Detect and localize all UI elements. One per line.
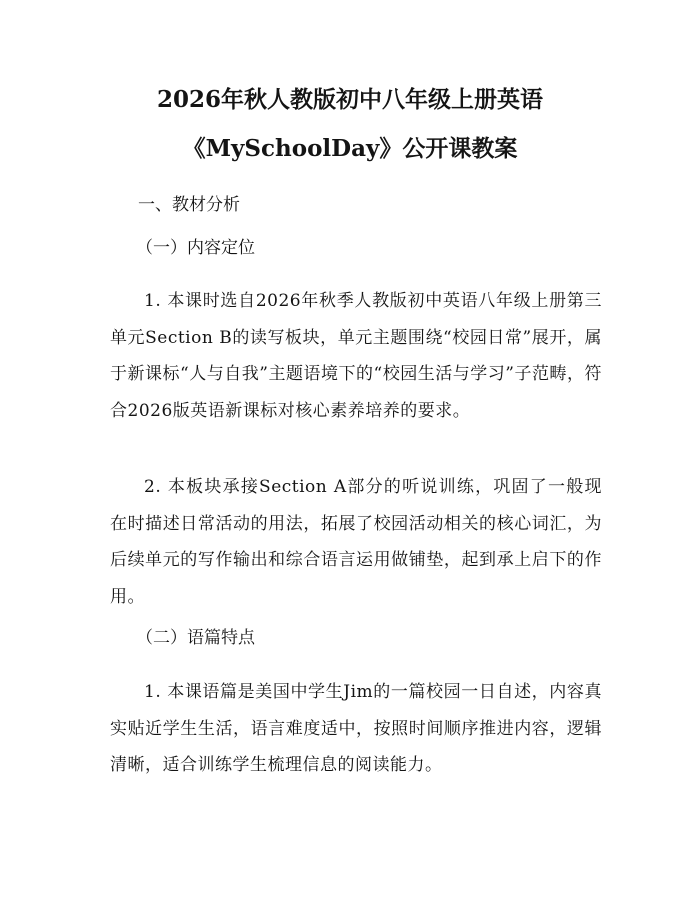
document-title-line-2: 《MySchoolDay》公开课教案 bbox=[182, 135, 518, 162]
subsection-heading-content-positioning: （一）内容定位 bbox=[136, 238, 255, 258]
paragraph-content-positioning-1: 1. 本课时选自2026年秋季人教版初中英语八年级上册第三单元Section B的读写板块，单元主题围绕“校园日常”展开，属于新课标“人与自我”主题语境下的“校园生活与学习”子范畴，符合2026版英语新课标对核心素养培养的要求。 bbox=[110, 291, 602, 421]
subsection-heading-text-features: （二）语篇特点 bbox=[136, 628, 255, 648]
paragraph-content-positioning-2: 2. 本板块承接Section A部分的听说训练，巩固了一般现在时描述日常活动的用法，拓展了校园活动相关的核心词汇，为后续单元的写作输出和综合语言运用做铺垫，起到承上启下的作用。 bbox=[110, 477, 602, 607]
section-heading-textbook-analysis: 一、教材分析 bbox=[138, 195, 240, 215]
document-title-line-1: 2026年秋人教版初中八年级上册英语 bbox=[156, 86, 543, 113]
paragraph-text-features-1: 1. 本课语篇是美国中学生Jim的一篇校园一日自述，内容真实贴近学生生活，语言难度适中，按照时间顺序推进内容，逻辑清晰，适合训练学生梳理信息的阅读能力。 bbox=[110, 682, 602, 775]
